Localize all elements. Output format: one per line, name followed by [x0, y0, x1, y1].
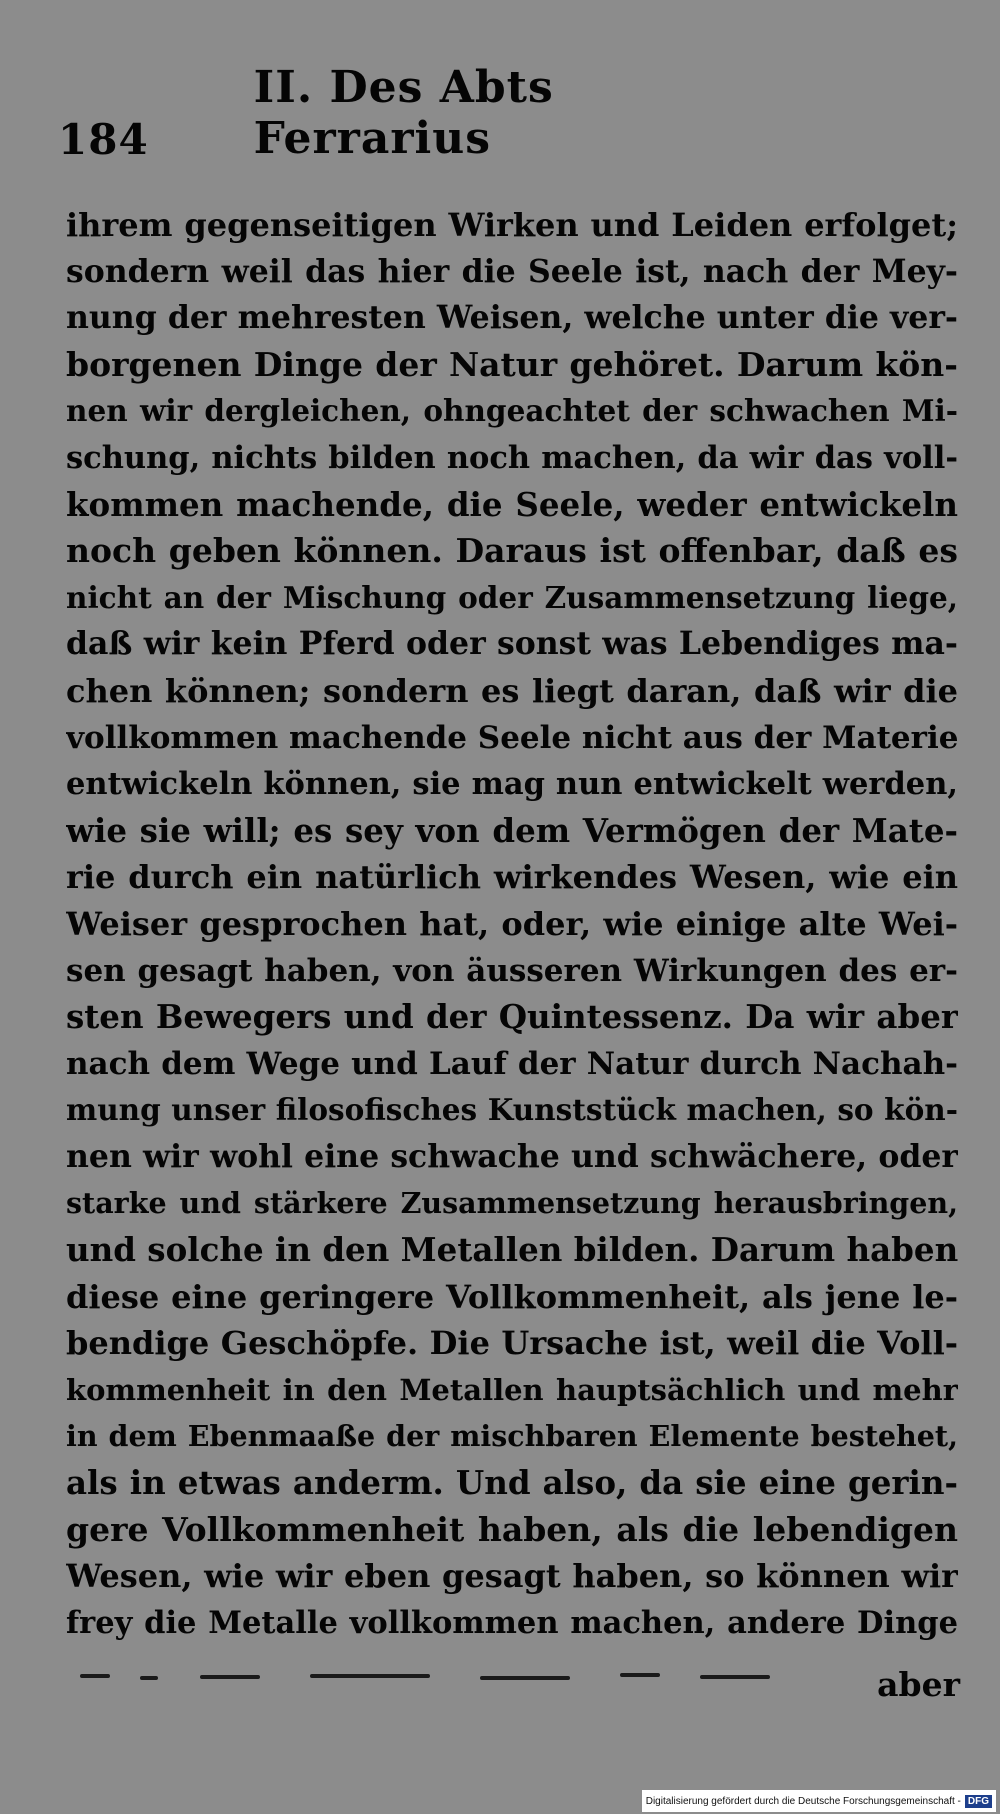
text-line: mung unser filosofisches Kunststück machen, so kön- — [66, 1092, 958, 1128]
text-line: nach dem Wege und Lauf der Natur durch Nachah- — [66, 1045, 958, 1082]
text-line: kommen machende, die Seele, weder entwickeln — [66, 484, 958, 524]
text-line: Weiser gesprochen hat, oder, wie einige alte Wei- — [66, 904, 958, 943]
text-line: in dem Ebenmaaße der mischbaren Elemente bestehet, — [66, 1419, 958, 1454]
page-header — [58, 62, 758, 164]
digitization-credit — [642, 1790, 996, 1812]
text-line: ihrem gegenseitigen Wirken und Leiden erfolget; — [66, 206, 958, 244]
text-line: sten Bewegers und der Quintessenz. Da wir aber — [66, 997, 958, 1037]
text-line: borgenen Dinge der Natur gehöret. Darum kön- — [66, 344, 958, 384]
text-line: nung der mehresten Weisen, welche unter die ver- — [66, 299, 958, 337]
text-line: nen wir wohl eine schwache und schwächere, oder — [66, 1137, 958, 1175]
running-head: II. Des Abts Ferrarius — [253, 62, 554, 164]
text-line: und solche in den Metallen bilden. Darum haben — [66, 1230, 958, 1270]
text-line: daß wir kein Pferd oder sonst was Lebendiges ma- — [66, 625, 958, 663]
text-line: bendige Geschöpfe. Die Ursache ist, weil die Voll- — [66, 1324, 958, 1363]
page-number: 184 — [58, 115, 149, 164]
body-text — [66, 202, 958, 1646]
text-line: wie sie will; es sey von dem Vermögen der Mate- — [66, 810, 958, 850]
text-line: nen wir dergleichen, ohngeachtet der schwachen Mi- — [66, 393, 958, 429]
text-line: gere Vollkommenheit haben, als die lebendigen — [66, 1509, 958, 1549]
text-line: chen können; sondern es liegt daran, daß wir die — [66, 671, 958, 710]
text-line: als in etwas anderm. Und also, da sie eine gerin- — [66, 1463, 958, 1503]
text-line: schung, nichts bilden noch machen, da wir das voll- — [66, 439, 958, 476]
text-line: nicht an der Mischung oder Zusammensetzung liege, — [66, 579, 958, 615]
text-line: frey die Metalle vollkommen machen, andere Dinge — [66, 1604, 958, 1641]
dfg-logo: DFG — [965, 1795, 992, 1808]
credit-text: Digitalisierung gefördert durch die Deutsche Forschungsgemeinschaft - — [645, 1795, 961, 1807]
catchword: aber — [877, 1665, 960, 1704]
text-line: starke und stärkere Zusammensetzung herausbringen, — [66, 1186, 958, 1221]
text-line: vollkommen machende Seele nicht aus der Materie — [66, 719, 958, 756]
text-line: kommenheit in den Metallen hauptsächlich und mehr — [66, 1372, 958, 1407]
text-line: diese eine geringere Vollkommenheit, als jene le- — [66, 1277, 958, 1316]
text-line: rie durch ein natürlich wirkendes Wesen, wie ein — [66, 858, 958, 897]
text-line: Wesen, wie wir eben gesagt haben, so können wir — [66, 1557, 958, 1596]
text-line: sondern weil das hier die Seele ist, nach der Mey- — [66, 252, 958, 290]
text-line: sen gesagt haben, von äusseren Wirkungen des er- — [66, 952, 958, 989]
print-smudge-row — [80, 1670, 860, 1682]
text-line: entwickeln können, sie mag nun entwickelt werden, — [66, 766, 958, 803]
text-line: noch geben können. Daraus ist offenbar, daß es — [66, 531, 958, 571]
